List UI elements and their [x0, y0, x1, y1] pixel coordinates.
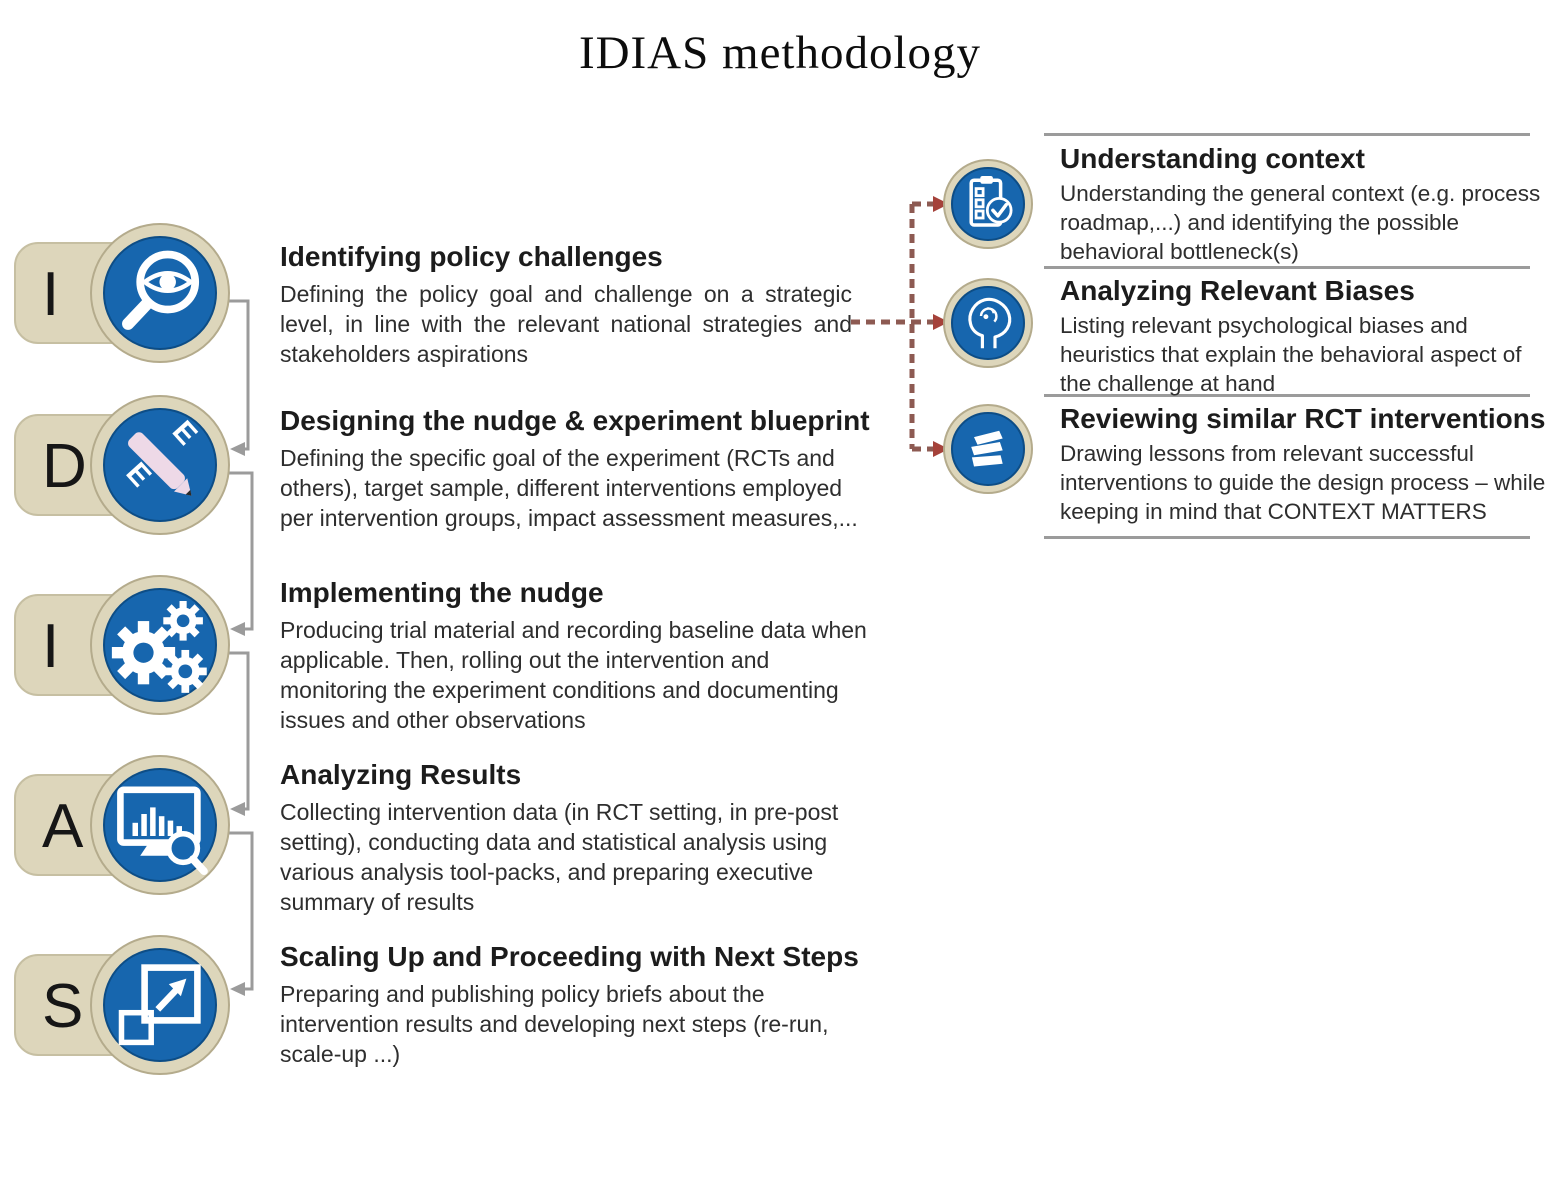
- ruler-pencil-icon: [90, 395, 230, 535]
- step-text-2: [280, 404, 880, 533]
- step-row-1: [14, 223, 240, 363]
- step-text-5: [280, 940, 870, 1069]
- separator-line: [1044, 536, 1530, 539]
- step-text-3: [280, 576, 880, 735]
- step-letter: I: [42, 612, 60, 681]
- books-stack-icon: [943, 404, 1033, 494]
- step-heading: Scaling Up and Proceeding with Next Steps: [280, 941, 859, 972]
- step-row-3: [14, 575, 240, 715]
- head-profile-icon: [943, 278, 1033, 368]
- step-row-5: [14, 935, 240, 1075]
- scale-up-icon: [90, 935, 230, 1075]
- step-body: Producing trial material and recording baseline data when applicable. Then, rolling out the intervention and monitoring the experiment conditions and documenting issues and other observations: [280, 617, 867, 733]
- step-row-4: [14, 755, 240, 895]
- step-body: Preparing and publishing policy briefs about the intervention results and developing next steps (re-run, scale-up ...): [280, 981, 829, 1067]
- step-text-1: [280, 240, 852, 369]
- page-title: IDIAS methodology: [578, 27, 982, 79]
- right-item-heading: Analyzing Relevant Biases: [1060, 275, 1415, 306]
- separator-line: [1044, 133, 1530, 136]
- magnifier-eye-icon: [90, 223, 230, 363]
- right-item-text-1: [1060, 142, 1554, 266]
- step-body: Defining the policy goal and challenge on a strategic level, in line with the relevant national strategies and stakeholders aspirations: [280, 281, 852, 367]
- right-item-body: Listing relevant psychological biases and heuristics that explain the behavioral aspect of the challenge at hand: [1060, 313, 1522, 396]
- step-heading: Identifying policy challenges: [280, 241, 663, 272]
- step-heading: Designing the nudge & experiment blueprint: [280, 405, 870, 436]
- right-item-heading: Understanding context: [1060, 143, 1365, 174]
- step-heading: Implementing the nudge: [280, 577, 604, 608]
- svg-text:E: E: [119, 456, 158, 494]
- separator-line: [1044, 266, 1530, 269]
- step-letter: I: [42, 260, 60, 329]
- svg-text:E: E: [165, 414, 204, 452]
- gears-icon: [90, 575, 230, 715]
- right-item-heading: Reviewing similar RCT interventions: [1060, 403, 1546, 434]
- monitor-chart-magnifier-icon: [90, 755, 230, 895]
- right-item-text-3: [1060, 402, 1554, 526]
- step-body: Defining the specific goal of the experiment (RCTs and others), target sample, different interventions employed per intervention groups, impact assessment measures,...: [280, 445, 858, 531]
- right-item-body: Understanding the general context (e.g. process roadmap,...) and identifying the possible behavioral bottleneck(s): [1060, 181, 1541, 264]
- step-letter: A: [42, 792, 84, 861]
- right-item-text-2: [1060, 274, 1554, 398]
- step-letter: D: [42, 432, 87, 501]
- step-heading: Analyzing Results: [280, 759, 522, 790]
- right-item-body: Drawing lessons from relevant successful interventions to guide the design process – while keeping in mind that CONTEXT MATTERS: [1060, 441, 1546, 524]
- step-row-2: [14, 395, 240, 535]
- step-body: Collecting intervention data (in RCT setting, in pre-post setting), conducting data and statistical analysis using various analysis tool-packs, and preparing executive summary of results: [280, 799, 839, 915]
- step-text-4: [280, 758, 880, 917]
- step-letter: S: [42, 972, 84, 1041]
- clipboard-checklist-icon: [943, 159, 1033, 249]
